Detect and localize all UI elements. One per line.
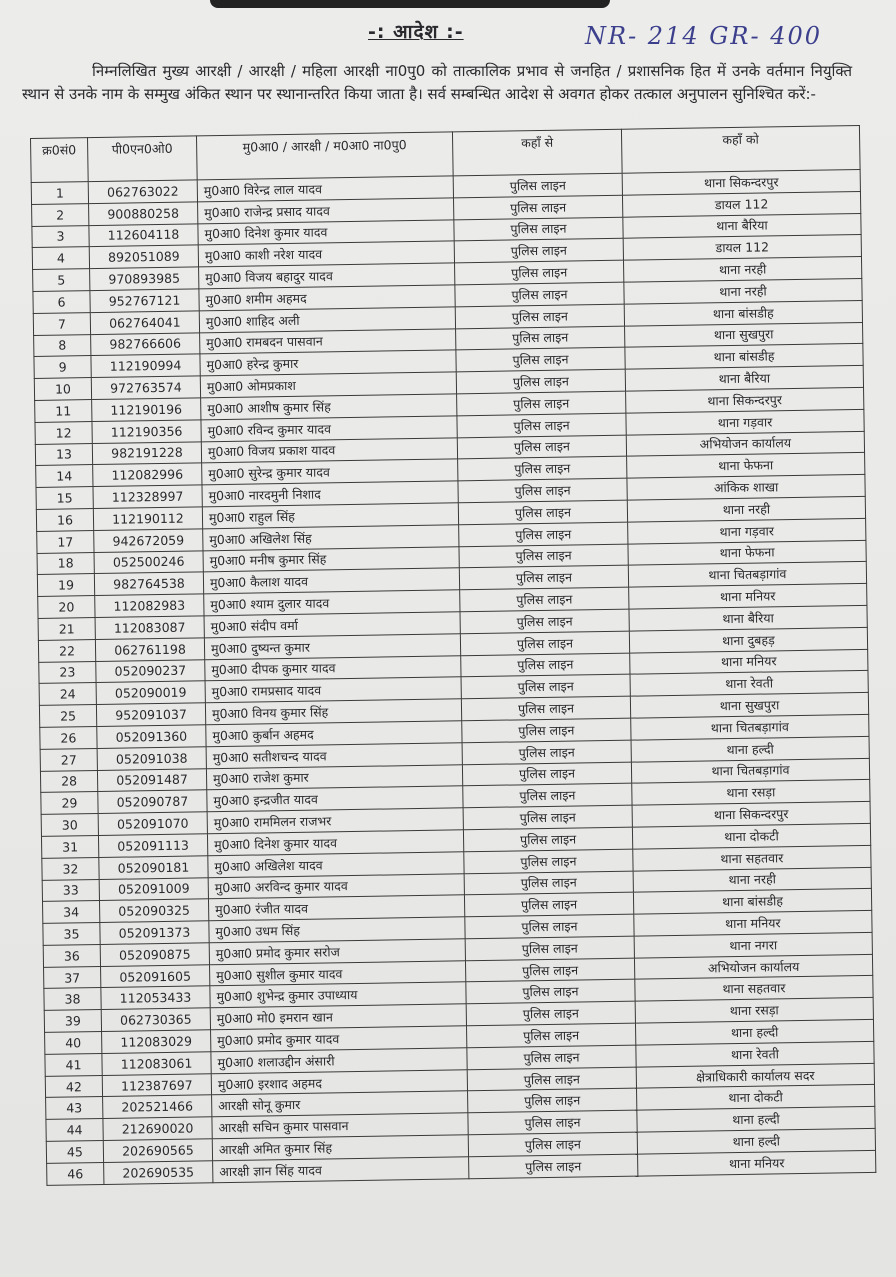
- pno-cell: 112083029: [102, 1030, 211, 1054]
- to-cell: थाना रेवती: [636, 1041, 874, 1067]
- pno-cell: 112604118: [89, 223, 198, 247]
- pno-cell: 052091113: [98, 834, 207, 858]
- pno-cell: 970893985: [90, 267, 199, 291]
- table-body: [31, 169, 876, 1185]
- to-cell: थाना हल्दी: [635, 1019, 873, 1045]
- name-cell: मु0आ0 दुष्यन्त कुमार: [204, 634, 460, 660]
- serial-cell: 16: [36, 509, 93, 532]
- name-cell: मु0आ0 संदीप वर्मा: [204, 612, 460, 638]
- pno-cell: 112387697: [102, 1073, 211, 1097]
- name-cell: मु0आ0 विजय प्रकाश यादव: [201, 437, 457, 463]
- header-serial: क्र0सं0: [31, 138, 89, 183]
- pno-cell: 052090875: [100, 943, 209, 967]
- from-cell: पुलिस लाइन: [457, 391, 626, 415]
- order-title: -: आदेश :-: [368, 21, 464, 43]
- from-cell: पुलिस लाइन: [455, 260, 624, 284]
- from-cell: पुलिस लाइन: [456, 369, 625, 393]
- from-cell: पुलिस लाइन: [453, 173, 622, 197]
- from-cell: पुलिस लाइन: [457, 413, 626, 437]
- name-cell: मु0आ0 राहुल सिंह: [202, 503, 458, 529]
- serial-cell: 21: [38, 617, 95, 640]
- to-cell: थाना सिकन्दरपुर: [632, 801, 870, 827]
- serial-cell: 13: [35, 443, 92, 466]
- from-cell: पुलिस लाइन: [463, 783, 632, 807]
- intro-text: निम्नलिखित मुख्य आरक्षी / आरक्षी / महिला आरक्षी ना0पु0 को तात्कालिक प्रभाव से जनहित / प्रशासनिक हित में उनके वर्तमान नियुक्ति स्थान से उनके नाम के सम्मुख अंकित स्थान पर स्थानान्तरित किया जाता है। सर्व सम्बन्धित आदेश से अवगत होकर तत्काल अनुपालन सुनिश्चित करें:-: [22, 62, 852, 103]
- name-cell: मु0आ0 विनय कुमार सिंह: [205, 699, 461, 725]
- to-cell: थाना रसड़ा: [632, 780, 870, 806]
- serial-cell: 28: [40, 770, 97, 793]
- pno-cell: 112083087: [95, 616, 204, 640]
- serial-cell: 11: [35, 400, 92, 423]
- from-cell: पुलिस लाइन: [456, 348, 625, 372]
- name-cell: मु0आ0 रामप्रसाद यादव: [205, 677, 461, 703]
- name-cell: मु0आ0 राजेन्द्र प्रसाद यादव: [198, 198, 454, 224]
- from-cell: पुलिस लाइन: [454, 217, 623, 241]
- to-cell: क्षेत्राधिकारी कार्यालय सदर: [636, 1063, 874, 1089]
- serial-cell: 6: [33, 291, 90, 314]
- to-cell: थाना बांसडीह: [633, 889, 871, 915]
- to-cell: थाना मनियर: [638, 1150, 876, 1176]
- name-cell: मु0आ0 इन्द्रजीत यादव: [207, 786, 463, 812]
- serial-cell: 41: [45, 1053, 102, 1076]
- from-cell: पुलिस लाइन: [464, 892, 633, 916]
- from-cell: पुलिस लाइन: [462, 740, 631, 764]
- pno-cell: 952767121: [90, 289, 199, 313]
- pno-cell: 112083061: [102, 1052, 211, 1076]
- to-cell: थाना फेफना: [627, 453, 865, 479]
- serial-cell: 7: [33, 312, 90, 335]
- handwritten-note: NR- 214 GR- 400: [585, 22, 823, 50]
- serial-cell: 5: [33, 269, 90, 292]
- header-pno: पी0एन0ओ0: [88, 136, 198, 182]
- to-cell: थाना दोकटी: [637, 1085, 875, 1111]
- from-cell: पुलिस लाइन: [469, 1154, 638, 1178]
- name-cell: मु0आ0 ओमप्रकाश: [200, 372, 456, 398]
- from-cell: पुलिस लाइन: [462, 762, 631, 786]
- to-cell: थाना मनियर: [634, 910, 872, 936]
- serial-cell: 33: [42, 879, 99, 902]
- from-cell: पुलिस लाइन: [460, 631, 629, 655]
- from-cell: पुलिस लाइन: [465, 914, 634, 938]
- pno-cell: 052090787: [98, 790, 207, 814]
- header-from: कहाँ से: [452, 129, 622, 176]
- header-name: मु0आ0 / आरक्षी / म0आ0 ना0पु0: [196, 132, 453, 180]
- serial-cell: 2: [32, 203, 89, 226]
- to-cell: थाना गड़वार: [628, 518, 866, 544]
- pno-cell: 052090237: [96, 659, 205, 683]
- from-cell: पुलिस लाइन: [458, 478, 627, 502]
- serial-cell: 45: [46, 1141, 103, 1164]
- serial-cell: 26: [40, 726, 97, 749]
- pno-cell: 212690020: [103, 1117, 212, 1141]
- to-cell: थाना नगरा: [634, 932, 872, 958]
- header-to: कहाँ को: [621, 125, 860, 173]
- from-cell: पुलिस लाइन: [464, 871, 633, 895]
- from-cell: पुलिस लाइन: [466, 1023, 635, 1047]
- to-cell: थाना चितबड़ागांव: [631, 758, 869, 784]
- pno-cell: 052500246: [94, 550, 203, 574]
- intro-paragraph: [22, 60, 852, 106]
- to-cell: थाना बैरिया: [625, 366, 863, 392]
- pno-cell: 052090181: [99, 855, 208, 879]
- serial-cell: 22: [38, 639, 95, 662]
- serial-cell: 23: [39, 661, 96, 684]
- serial-cell: 4: [32, 247, 89, 270]
- pno-cell: 982766606: [91, 332, 200, 356]
- to-cell: थाना बैरिया: [629, 605, 867, 631]
- pno-cell: 052091009: [99, 877, 208, 901]
- serial-cell: 17: [37, 530, 94, 553]
- serial-cell: 10: [34, 378, 91, 401]
- from-cell: पुलिस लाइन: [465, 958, 634, 982]
- pno-cell: 112082983: [95, 594, 204, 618]
- name-cell: मु0आ0 शलाउद्दीन अंसारी: [211, 1048, 467, 1074]
- serial-cell: 30: [41, 814, 98, 837]
- name-cell: मु0आ0 शाहिद अली: [199, 307, 455, 333]
- to-cell: थाना नरही: [624, 278, 862, 304]
- name-cell: मु0आ0 काशी नरेश यादव: [198, 241, 454, 267]
- pno-cell: 062730365: [101, 1008, 210, 1032]
- name-cell: मु0आ0 प्रमोद कुमार यादव: [211, 1026, 467, 1052]
- from-cell: पुलिस लाइन: [456, 326, 625, 350]
- serial-cell: 39: [44, 1010, 101, 1033]
- to-cell: थाना बांसडीह: [625, 344, 863, 370]
- name-cell: मु0आ0 अखिलेश सिंह: [203, 525, 459, 551]
- name-cell: आरक्षी अमित कुमार सिंह: [212, 1135, 468, 1161]
- from-cell: पुलिस लाइन: [468, 1132, 637, 1156]
- serial-cell: 32: [42, 857, 99, 880]
- pno-cell: 052090325: [99, 899, 208, 923]
- name-cell: मु0आ0 रामबदन पासवान: [200, 328, 456, 354]
- to-cell: थाना गड़वार: [626, 409, 864, 435]
- to-cell: थाना चितबड़ागांव: [628, 562, 866, 588]
- to-cell: थाना दोकटी: [632, 823, 870, 849]
- name-cell: मु0आ0 अखिलेश यादव: [208, 851, 464, 877]
- pno-cell: 112328997: [93, 485, 202, 509]
- to-cell: थाना सहतवार: [635, 976, 873, 1002]
- from-cell: पुलिस लाइन: [462, 718, 631, 742]
- name-cell: मु0आ0 रविन्द कुमार यादव: [201, 416, 457, 442]
- serial-cell: 25: [39, 705, 96, 728]
- pno-cell: 982764538: [94, 572, 203, 596]
- pno-cell: 202521466: [103, 1095, 212, 1119]
- to-cell: थाना सुखपुरा: [630, 693, 868, 719]
- from-cell: पुलिस लाइन: [455, 282, 624, 306]
- serial-cell: 44: [46, 1119, 103, 1142]
- name-cell: मु0आ0 नारदमुनी निशाद: [202, 481, 458, 507]
- serial-cell: 8: [34, 334, 91, 357]
- serial-cell: 38: [44, 988, 101, 1011]
- name-cell: मु0आ0 सतीशचन्द यादव: [206, 743, 462, 769]
- serial-cell: 18: [37, 552, 94, 575]
- from-cell: पुलिस लाइन: [467, 1067, 636, 1091]
- serial-cell: 34: [42, 901, 99, 924]
- to-cell: थाना दुबहड़: [629, 627, 867, 653]
- pno-cell: 112053433: [101, 986, 210, 1010]
- pno-cell: 112190196: [92, 398, 201, 422]
- pno-cell: 052091038: [97, 747, 206, 771]
- name-cell: आरक्षी ज्ञान सिंह यादव: [213, 1157, 469, 1183]
- to-cell: थाना बांसडीह: [624, 300, 862, 326]
- to-cell: थाना हल्दी: [637, 1107, 875, 1133]
- from-cell: पुलिस लाइन: [464, 849, 633, 873]
- name-cell: आरक्षी सचिन कुमार पासवान: [212, 1113, 468, 1139]
- to-cell: थाना फेफना: [628, 540, 866, 566]
- serial-cell: 27: [40, 748, 97, 771]
- clip-shadow: [210, 0, 610, 8]
- name-cell: मु0आ0 मो0 इमरान खान: [210, 1004, 466, 1030]
- pno-cell: 062761198: [95, 638, 204, 662]
- serial-cell: 36: [43, 944, 100, 967]
- to-cell: थाना मनियर: [630, 649, 868, 675]
- pno-cell: 062764041: [90, 311, 199, 335]
- serial-cell: 31: [41, 835, 98, 858]
- to-cell: अभियोजन कार्यालय: [634, 954, 872, 980]
- to-cell: थाना नरही: [627, 496, 865, 522]
- name-cell: मु0आ0 विरेन्द्र लाल यादव: [197, 176, 453, 202]
- name-cell: मु0आ0 दिनेश कुमार यादव: [207, 830, 463, 856]
- name-cell: मु0आ0 राममिलन राजभर: [207, 808, 463, 834]
- to-cell: थाना सहतवार: [633, 845, 871, 871]
- pno-cell: 052091070: [98, 812, 207, 836]
- pno-cell: 942672059: [94, 529, 203, 553]
- pno-cell: 052091605: [101, 964, 210, 988]
- serial-cell: 12: [35, 421, 92, 444]
- name-cell: मु0आ0 उधम सिंह: [209, 917, 465, 943]
- serial-cell: 3: [32, 225, 89, 248]
- to-cell: थाना नरही: [633, 867, 871, 893]
- to-cell: थाना सुखपुरा: [625, 322, 863, 348]
- from-cell: पुलिस लाइन: [454, 239, 623, 263]
- from-cell: पुलिस लाइन: [466, 980, 635, 1004]
- name-cell: मु0आ0 श्याम दुलार यादव: [204, 590, 460, 616]
- name-cell: मु0आ0 सुशील कुमार यादव: [210, 960, 466, 986]
- from-cell: पुलिस लाइन: [467, 1045, 636, 1069]
- name-cell: मु0आ0 हरेन्द्र कुमार: [200, 350, 456, 376]
- transfer-table: [30, 125, 876, 1186]
- name-cell: मु0आ0 रंजीत यादव: [208, 895, 464, 921]
- serial-cell: 43: [46, 1097, 103, 1120]
- from-cell: पुलिस लाइन: [463, 805, 632, 829]
- name-cell: मु0आ0 मनीष कुमार सिंह: [203, 546, 459, 572]
- from-cell: पुलिस लाइन: [460, 587, 629, 611]
- pno-cell: 052091373: [100, 921, 209, 945]
- pno-cell: 900880258: [89, 202, 198, 226]
- pno-cell: 202690565: [103, 1139, 212, 1163]
- from-cell: पुलिस लाइन: [459, 522, 628, 546]
- name-cell: आरक्षी सोनू कुमार: [212, 1091, 468, 1117]
- from-cell: पुलिस लाइन: [461, 674, 630, 698]
- name-cell: मु0आ0 प्रमोद कुमार सरोज: [209, 939, 465, 965]
- serial-cell: 37: [44, 966, 101, 989]
- pno-cell: 112082996: [93, 463, 202, 487]
- pno-cell: 112190994: [91, 354, 200, 378]
- from-cell: पुलिस लाइन: [461, 696, 630, 720]
- pno-cell: 062763022: [88, 180, 197, 204]
- serial-cell: 19: [37, 574, 94, 597]
- to-cell: थाना रसड़ा: [635, 998, 873, 1024]
- to-cell: डायल 112: [622, 191, 860, 217]
- pno-cell: 202690535: [104, 1161, 213, 1185]
- from-cell: पुलिस लाइन: [458, 500, 627, 524]
- name-cell: मु0आ0 दिनेश कुमार यादव: [198, 219, 454, 245]
- serial-cell: 20: [38, 596, 95, 619]
- from-cell: पुलिस लाइन: [453, 195, 622, 219]
- pno-cell: 052090019: [96, 681, 205, 705]
- from-cell: पुलिस लाइन: [457, 435, 626, 459]
- pno-cell: 052091360: [97, 725, 206, 749]
- to-cell: थाना चितबड़ागांव: [631, 714, 869, 740]
- from-cell: पुलिस लाइन: [465, 936, 634, 960]
- pno-cell: 952091037: [96, 703, 205, 727]
- to-cell: डायल 112: [623, 235, 861, 261]
- serial-cell: 40: [45, 1032, 102, 1055]
- to-cell: थाना नरही: [623, 257, 861, 283]
- name-cell: मु0आ0 विजय बहादुर यादव: [199, 263, 455, 289]
- to-cell: थाना रेवती: [630, 671, 868, 697]
- serial-cell: 42: [45, 1075, 102, 1098]
- name-cell: मु0आ0 कैलाश यादव: [203, 568, 459, 594]
- to-cell: आंकिक शाखा: [627, 475, 865, 501]
- name-cell: मु0आ0 सुरेन्द्र कुमार यादव: [202, 459, 458, 485]
- name-cell: मु0आ0 शुभेन्द्र कुमार उपाध्याय: [210, 982, 466, 1008]
- serial-cell: 29: [41, 792, 98, 815]
- pno-cell: 112190356: [92, 420, 201, 444]
- to-cell: थाना सिकन्दरपुर: [626, 387, 864, 413]
- from-cell: पुलिस लाइन: [458, 457, 627, 481]
- to-cell: थाना बैरिया: [623, 213, 861, 239]
- pno-cell: 052091487: [97, 768, 206, 792]
- name-cell: मु0आ0 इरशाद अहमद: [211, 1069, 467, 1095]
- from-cell: पुलिस लाइन: [463, 827, 632, 851]
- pno-cell: 972763574: [91, 376, 200, 400]
- name-cell: मु0आ0 शमीम अहमद: [199, 285, 455, 311]
- from-cell: पुलिस लाइन: [468, 1110, 637, 1134]
- to-cell: थाना मनियर: [629, 584, 867, 610]
- from-cell: पुलिस लाइन: [461, 653, 630, 677]
- to-cell: थाना सिकन्दरपुर: [622, 169, 860, 195]
- from-cell: पुलिस लाइन: [466, 1001, 635, 1025]
- pno-cell: 112190112: [93, 507, 202, 531]
- serial-cell: 35: [43, 923, 100, 946]
- from-cell: पुलिस लाइन: [459, 544, 628, 568]
- pno-cell: 892051089: [89, 245, 198, 269]
- serial-cell: 1: [31, 182, 88, 205]
- name-cell: मु0आ0 अरविन्द कुमार यादव: [208, 873, 464, 899]
- serial-cell: 46: [47, 1162, 104, 1185]
- serial-cell: 9: [34, 356, 91, 379]
- pno-cell: 982191228: [92, 441, 201, 465]
- serial-cell: 15: [36, 487, 93, 510]
- serial-cell: 24: [39, 683, 96, 706]
- serial-cell: 14: [36, 465, 93, 488]
- from-cell: पुलिस लाइन: [459, 565, 628, 589]
- name-cell: मु0आ0 आशीष कुमार सिंह: [201, 394, 457, 420]
- to-cell: थाना हल्दी: [631, 736, 869, 762]
- name-cell: मु0आ0 कुर्बान अहमद: [206, 721, 462, 747]
- name-cell: मु0आ0 राजेश कुमार: [206, 764, 462, 790]
- from-cell: पुलिस लाइन: [455, 304, 624, 328]
- to-cell: थाना हल्दी: [637, 1128, 875, 1154]
- from-cell: पुलिस लाइन: [460, 609, 629, 633]
- from-cell: पुलिस लाइन: [468, 1089, 637, 1113]
- to-cell: अभियोजन कार्यालय: [626, 431, 864, 457]
- name-cell: मु0आ0 दीपक कुमार यादव: [205, 655, 461, 681]
